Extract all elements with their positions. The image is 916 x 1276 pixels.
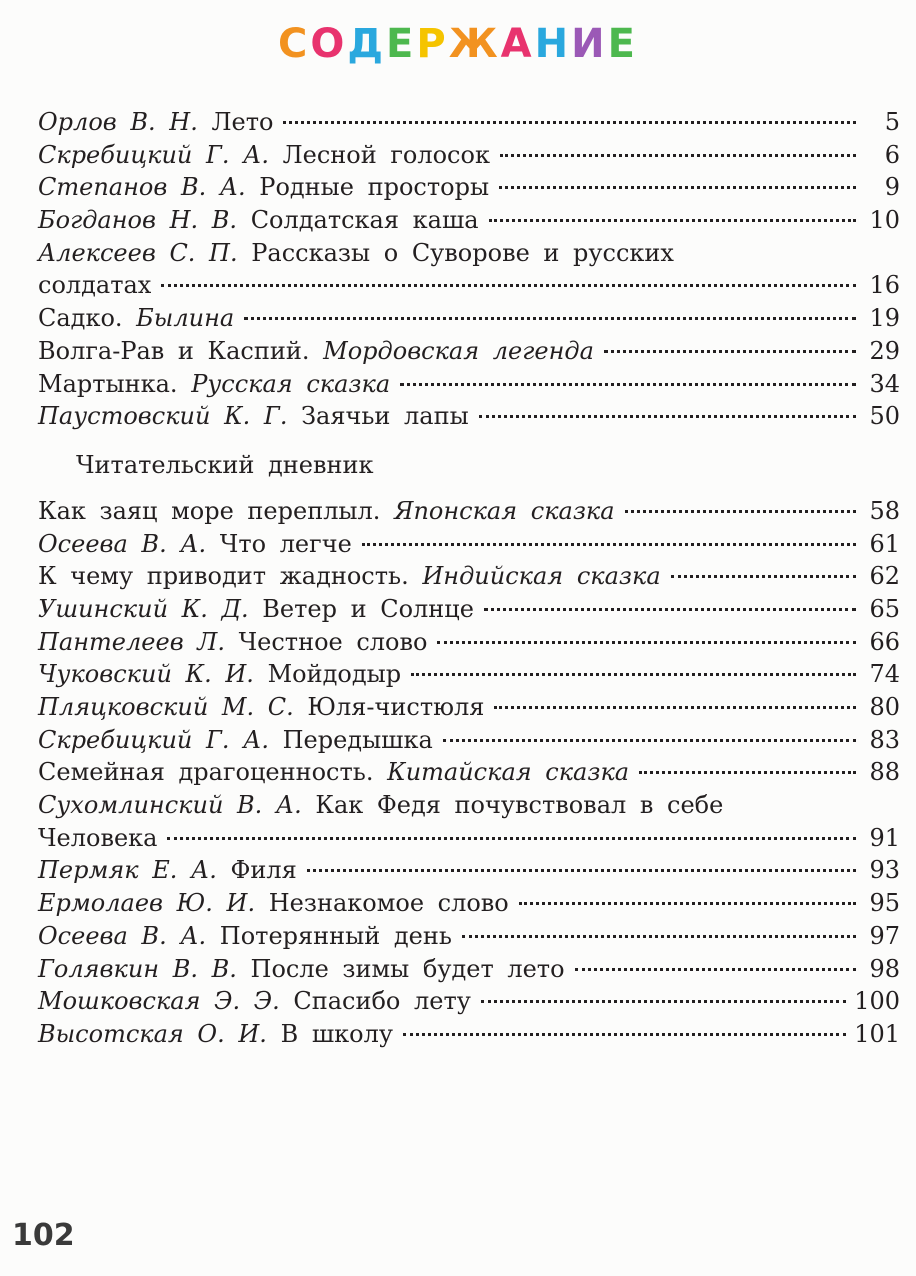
dot-leader <box>639 771 856 774</box>
toc-author: Осеева В. А. <box>38 921 207 950</box>
toc-title: Что легче <box>219 529 352 558</box>
toc-title-continued: Человека <box>38 823 158 852</box>
toc-entry-text <box>38 854 297 887</box>
toc-title: Филя <box>230 856 297 885</box>
title-letter: Д <box>347 21 387 67</box>
toc-entry-text <box>38 953 565 986</box>
toc-title: Семейная драгоценность. <box>38 758 374 787</box>
dot-leader <box>671 575 856 578</box>
dot-leader <box>494 706 856 709</box>
toc-entry-text <box>38 106 273 139</box>
toc-section-2 <box>38 495 900 1051</box>
toc-author: Ермолаев Ю. И. <box>38 889 256 918</box>
toc-entry-text <box>38 204 479 237</box>
toc-title: В школу <box>280 1019 393 1048</box>
toc-genre: Русская сказка <box>191 369 391 398</box>
toc-entry[interactable] <box>38 495 900 528</box>
toc-entry-text <box>38 171 489 204</box>
toc-genre: Былина <box>136 304 235 333</box>
toc-entry-text <box>38 724 433 757</box>
toc-entry[interactable] <box>38 658 900 691</box>
toc-title: Мойдодыр <box>267 660 402 689</box>
toc-title: Передышка <box>282 725 433 754</box>
toc-entry-text <box>38 626 427 659</box>
toc-genre: Китайская сказка <box>387 758 630 787</box>
toc-author: Скребицкий Г. А. <box>38 725 269 754</box>
toc-page-number: 98 <box>869 954 900 983</box>
section-heading: Читательский дневник <box>76 450 374 479</box>
dot-leader <box>575 968 856 971</box>
toc-page-number: 83 <box>869 725 900 754</box>
toc-entry[interactable] <box>38 985 900 1018</box>
toc-title: Юля-чистюля <box>307 693 485 721</box>
dot-leader <box>161 284 856 287</box>
toc-entry[interactable] <box>38 302 900 335</box>
toc-page-number: 97 <box>869 921 900 950</box>
dot-leader <box>499 186 856 189</box>
toc-title: Солдатская каша <box>250 206 479 235</box>
toc-section-1 <box>38 106 900 433</box>
dot-leader <box>411 673 856 676</box>
title-letter: И <box>571 21 608 67</box>
toc-author: Высотская О. И. <box>38 1019 267 1048</box>
toc-entry-continued[interactable] <box>38 822 900 855</box>
toc-entry-text <box>38 239 674 267</box>
title-letter: А <box>500 21 535 67</box>
toc-entry[interactable] <box>38 237 900 270</box>
toc-entry-continued[interactable] <box>38 269 900 302</box>
toc-page-number: 88 <box>869 758 900 787</box>
toc-author: Чуковский К. И. <box>38 660 254 689</box>
toc-entry[interactable] <box>38 1018 900 1051</box>
toc-page-number: 95 <box>869 889 900 918</box>
dot-leader <box>400 383 856 386</box>
toc-page-number: 93 <box>869 856 900 885</box>
toc-title: Незнакомое слово <box>268 889 509 918</box>
table-of-contents <box>38 106 900 1051</box>
toc-page-number: 91 <box>869 823 900 852</box>
dot-leader <box>437 641 856 644</box>
toc-author: Богданов Н. В. <box>38 206 238 235</box>
toc-entry[interactable] <box>38 171 900 204</box>
toc-title: Как заяц море переплыл. <box>38 496 381 525</box>
toc-page-number: 66 <box>869 627 900 656</box>
toc-entry[interactable] <box>38 204 900 237</box>
toc-title: Как Федя почувствовал в себе <box>315 791 724 820</box>
toc-page-number: 101 <box>854 1019 900 1048</box>
toc-page-number: 100 <box>854 987 900 1016</box>
dot-leader <box>462 935 856 938</box>
toc-title: Потерянный день <box>219 921 452 950</box>
page-number: 102 <box>12 1218 75 1253</box>
title-letter: О <box>310 21 348 67</box>
dot-leader <box>362 543 856 546</box>
toc-author: Мошковская Э. Э. <box>38 987 280 1016</box>
toc-author: Алексеев С. П. <box>38 238 238 267</box>
toc-entry[interactable] <box>38 560 900 593</box>
toc-entry[interactable] <box>38 528 900 561</box>
dot-leader <box>307 869 856 872</box>
toc-author: Степанов В. А. <box>38 173 246 202</box>
toc-author: Скребицкий Г. А. <box>38 140 269 169</box>
toc-entry-text <box>38 139 490 172</box>
toc-entry-text <box>38 335 594 368</box>
toc-title: Рассказы о Суворове и русских <box>251 238 674 267</box>
toc-entry[interactable] <box>38 854 900 887</box>
toc-entry-text <box>38 1018 393 1051</box>
toc-entry-text <box>38 887 509 920</box>
toc-page-number: 80 <box>869 693 900 721</box>
toc-page-number: 61 <box>869 529 900 558</box>
dot-leader <box>500 154 856 157</box>
dot-leader <box>484 608 856 611</box>
toc-entry[interactable] <box>38 400 900 433</box>
toc-title: Спасибо лету <box>293 987 471 1016</box>
toc-entry-text <box>38 528 352 561</box>
toc-author: Пляцковский М. С. <box>38 693 294 721</box>
toc-genre: Мордовская легенда <box>323 336 594 365</box>
toc-entry-text <box>38 791 723 819</box>
toc-entry-text <box>38 495 615 528</box>
toc-page-number: 16 <box>869 271 900 300</box>
toc-entry[interactable] <box>38 789 900 822</box>
title-letter: Р <box>416 21 449 67</box>
toc-page-number: 5 <box>884 108 900 136</box>
toc-page-number: 62 <box>869 562 900 591</box>
toc-page-number: 10 <box>869 206 900 235</box>
toc-title: Лесной голосок <box>282 140 490 169</box>
title-letter: С <box>278 21 311 67</box>
toc-entry[interactable] <box>38 106 900 139</box>
dot-leader <box>481 1000 846 1003</box>
toc-title: Волга-Рав и Каспий. <box>38 336 310 365</box>
dot-leader <box>443 739 856 742</box>
toc-page-number: 34 <box>869 369 900 398</box>
toc-author: Ушинский К. Д. <box>38 594 249 623</box>
title-letter: Е <box>386 21 417 67</box>
toc-entry[interactable] <box>38 593 900 626</box>
toc-entry[interactable] <box>38 139 900 172</box>
toc-page-number: 19 <box>869 304 900 333</box>
toc-title: Садко. <box>38 304 123 333</box>
toc-genre: Индийская сказка <box>422 562 661 591</box>
toc-title: Честное слово <box>238 627 428 656</box>
toc-page-number: 9 <box>884 173 900 202</box>
page-title <box>0 18 916 70</box>
title-letter: Е <box>607 21 638 67</box>
toc-author: Орлов В. Н. <box>38 108 198 136</box>
toc-page-number: 50 <box>869 402 900 431</box>
toc-page-number: 58 <box>869 496 900 525</box>
toc-entry-text <box>38 756 629 789</box>
toc-entry-text <box>38 658 401 691</box>
toc-entry-text <box>38 400 469 433</box>
toc-author: Осеева В. А. <box>38 529 207 558</box>
toc-entry-text <box>38 691 484 724</box>
toc-title: Ветер и Солнце <box>262 594 474 623</box>
toc-title: Заячьи лапы <box>301 402 469 431</box>
toc-entry[interactable] <box>38 953 900 986</box>
toc-author: Пермяк Е. А. <box>38 856 217 885</box>
toc-entry-text <box>38 368 390 401</box>
toc-page-number: 29 <box>869 336 900 365</box>
toc-entry-text <box>38 920 452 953</box>
dot-leader <box>403 1033 846 1036</box>
toc-author: Голявкин В. В. <box>38 954 237 983</box>
toc-genre: Японская сказка <box>394 496 615 525</box>
toc-author: Пантелеев Л. <box>38 627 225 656</box>
toc-title: Родные просторы <box>259 173 490 202</box>
dot-leader <box>479 415 856 418</box>
toc-author: Сухомлинский В. А. <box>38 791 302 820</box>
dot-leader <box>167 837 856 840</box>
toc-entry-text <box>38 985 471 1018</box>
dot-leader <box>244 317 856 320</box>
title-letter: Н <box>534 21 572 67</box>
dot-leader <box>604 350 856 353</box>
title-letter: Ж <box>448 21 501 67</box>
toc-entry[interactable] <box>38 368 900 401</box>
dot-leader <box>519 902 856 905</box>
toc-entry[interactable] <box>38 626 900 659</box>
section-gap <box>38 433 900 449</box>
toc-title: Лето <box>211 108 274 136</box>
toc-title-continued: солдатах <box>38 271 152 300</box>
toc-entry[interactable] <box>38 724 900 757</box>
toc-entry-text <box>38 302 234 335</box>
toc-page-number: 74 <box>869 660 900 689</box>
toc-entry[interactable] <box>38 887 900 920</box>
toc-title: Мартынка. <box>38 369 178 398</box>
toc-entry[interactable] <box>38 335 900 368</box>
toc-title: После зимы будет лето <box>250 954 565 983</box>
dot-leader <box>625 510 856 513</box>
toc-title: К чему приводит жадность. <box>38 562 409 591</box>
toc-entry-text <box>38 560 661 593</box>
toc-entry[interactable] <box>38 691 900 724</box>
dot-leader <box>283 121 856 124</box>
dot-leader <box>489 219 856 222</box>
toc-page-number: 6 <box>884 140 900 169</box>
toc-author: Паустовский К. Г. <box>38 402 288 431</box>
toc-entry[interactable] <box>38 920 900 953</box>
toc-page-number: 65 <box>869 594 900 623</box>
toc-entry-text <box>38 593 474 626</box>
toc-entry[interactable] <box>38 756 900 789</box>
